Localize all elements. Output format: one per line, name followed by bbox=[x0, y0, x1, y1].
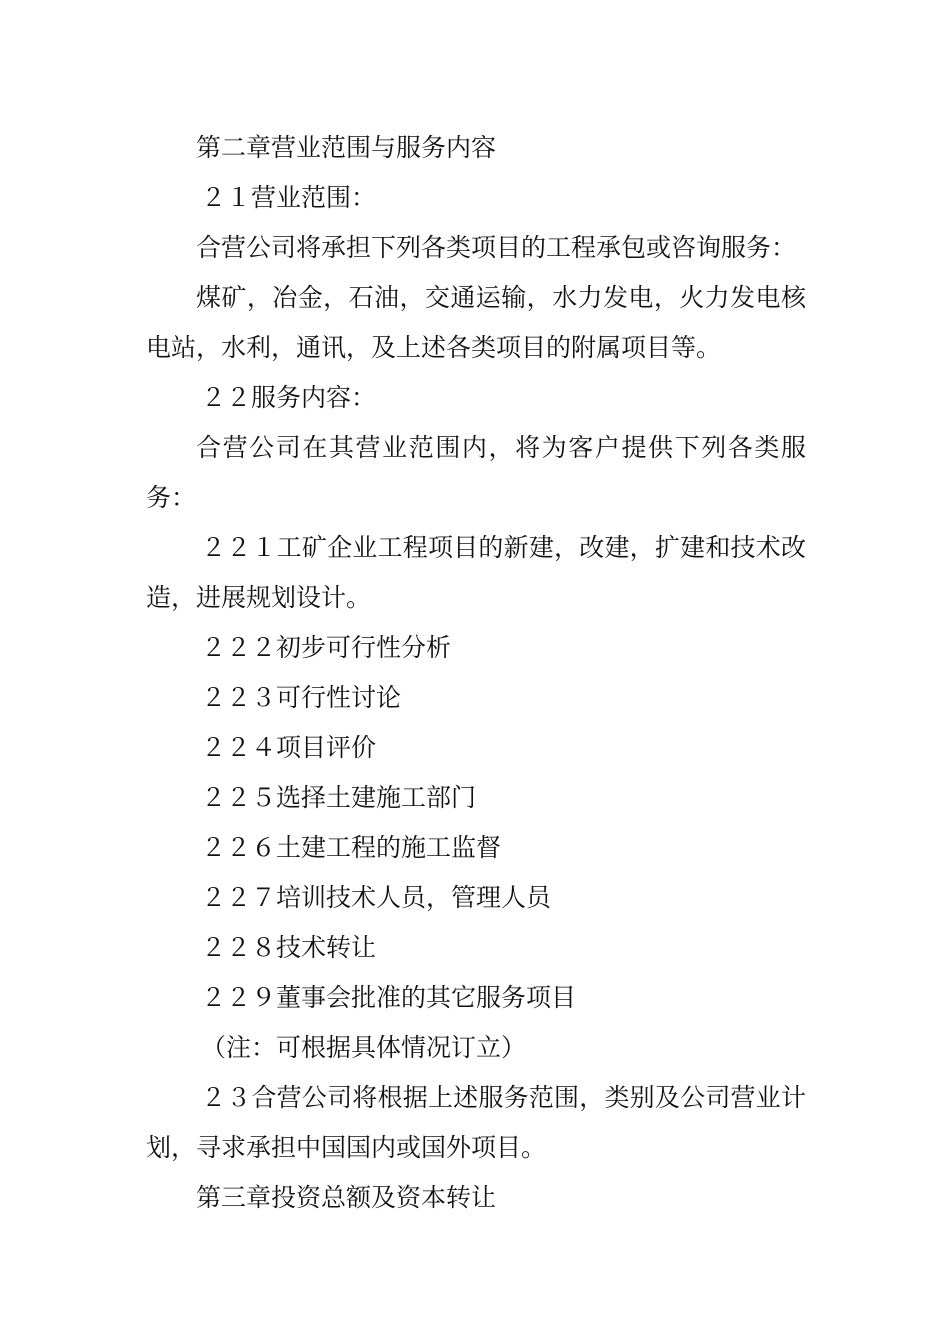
document-body bbox=[146, 123, 806, 1223]
section-2-1-intro: 合营公司将承担下列各类项目的工程承包或咨询服务： bbox=[196, 233, 797, 262]
chapter-2-title: 第二章营业范围与服务内容 bbox=[196, 133, 497, 162]
item-2-2-4: ２２４项目评价 bbox=[201, 733, 377, 762]
note: （注：可根据具体情况订立） bbox=[201, 1033, 527, 1062]
item-2-2-1: ２２１工矿企业工程项目的新建，改建，扩建和技术改造，进展规划设计。 bbox=[146, 533, 806, 612]
section-2-2-intro: 合营公司在其营业范围内，将为客户提供下列各类服务： bbox=[146, 433, 806, 512]
item-2-2-5: ２２５选择土建施工部门 bbox=[201, 783, 477, 812]
item-2-2-2: ２２２初步可行性分析 bbox=[201, 633, 452, 662]
section-2-2-heading: ２２服务内容： bbox=[201, 383, 377, 412]
item-2-2-7: ２２７培训技术人员，管理人员 bbox=[201, 883, 552, 912]
item-2-2-8: ２２８技术转让 bbox=[201, 933, 377, 962]
chapter-3-title: 第三章投资总额及资本转让 bbox=[196, 1183, 497, 1212]
item-2-2-6: ２２６土建工程的施工监督 bbox=[201, 833, 502, 862]
section-2-1-items: 煤矿，冶金，石油，交通运输，水力发电，火力发电核电站，水利，通讯，及上述各类项目的附属项目等。 bbox=[146, 283, 806, 362]
item-2-2-3: ２２３可行性讨论 bbox=[201, 683, 402, 712]
section-2-3: ２３合营公司将根据上述服务范围，类别及公司营业计划，寻求承担中国国内或国外项目。 bbox=[146, 1083, 806, 1162]
item-2-2-9: ２２９董事会批准的其它服务项目 bbox=[201, 983, 577, 1012]
section-2-1-heading: ２１营业范围： bbox=[201, 183, 377, 212]
